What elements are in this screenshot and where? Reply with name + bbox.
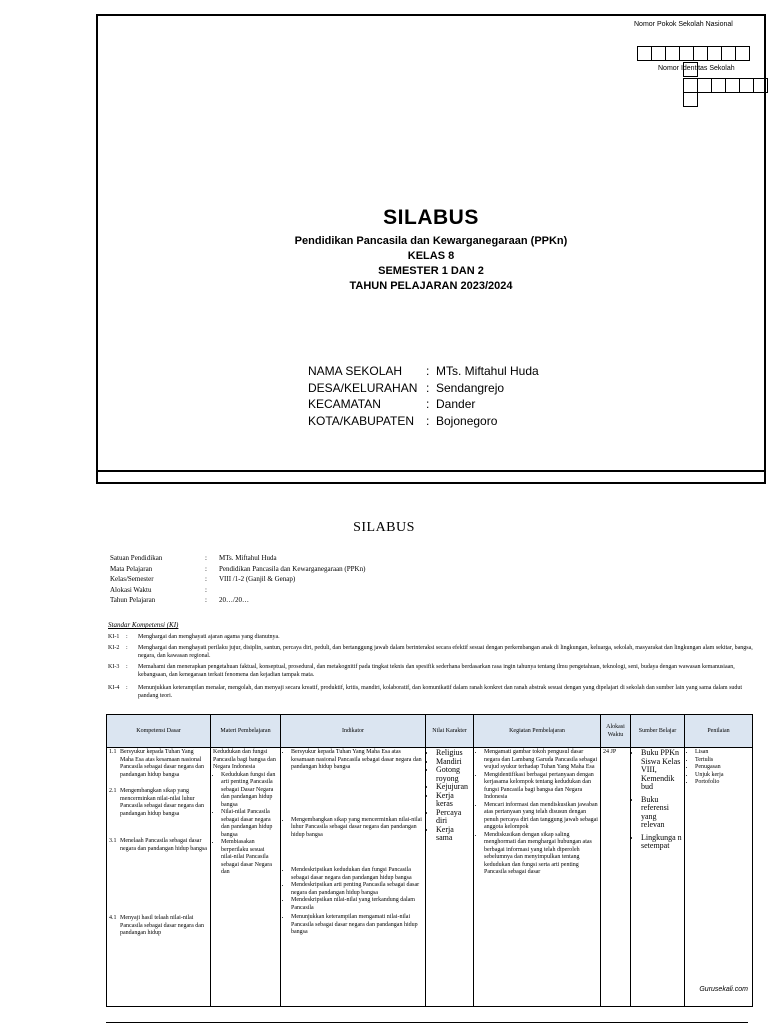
school-info-value: Dander [436,397,476,411]
nilai-item: • Gotong royong [436,766,471,783]
meta-label: Alokasi Waktu [110,585,152,594]
nilai-karakter-cell [426,748,474,1007]
penilaian-item: • Portofolio [695,779,750,787]
page-bottom-rule [106,1022,748,1023]
school-info-label: KOTA/KABUPATEN [308,413,415,428]
meta-row [110,565,365,576]
sumber-item: • Buku referensi yang relevan [641,796,682,830]
table-header-cell: Sumber Belajar [631,715,685,748]
ki-code: KI-1 [108,634,120,640]
table-header-cell: Kompetensi Dasar [107,715,211,748]
kegiatan-item: • Mencari informasi dan mendiskusikan jawaban atas pertanyaan yang telah disusun dengan penuh percaya diri dan tanggung jawab sebagai anggota kelompok [484,802,598,832]
cover-year: TAHUN PELAJARAN 2023/2024 [349,280,513,292]
school-info-row [308,397,539,414]
materi-item: • Kedudukan fungsi dan arti penting Pancasila sebagai Dasar Negara dan pandangan hidup bangsa [221,772,278,810]
meta-value: 20…/20… [219,596,249,604]
nilai-item: • Kejujuran [436,783,471,792]
site-credit: Gurusekali.com [699,986,748,993]
meta-label: Tahun Pelajaran [110,596,156,604]
sumber-item: • Lingkunga n setempat [641,834,682,851]
penilaian-item: • Lisan [695,749,750,757]
kd-cell [107,748,211,1007]
nis-boxes[interactable] [684,78,768,93]
kegiatan-item: • Mengamati gambar tokoh pengusul dasar negara dan Lambang Garuda Pancasila sebagai wujud syukur terhadap Tuhan Yang Maha Esa [484,749,598,772]
ki-text: Menunjukkan keterampilan menalar, mengolah, dan menyaji secara kreatif, produktif, kritis, mandiri, kolaboratif, dan komunikatif dalam ranah konkret dan ranah abstrak sesuai dengan yang dipelajari di sekolah dan sumber lain yang sama dalam sudut pandang teori. [138,685,743,699]
ki-sep: : [126,634,128,640]
ki-item [108,684,753,700]
ki-item [108,644,753,660]
indikator-item: • Mendeskripsikan arti penting Pancasila sebagai dasar negara dan pandangan hidup bangsa [291,882,423,897]
kd-text: Menelaah Pancasila sebagai dasar negara dan pandangan hidup bangsa [120,838,207,852]
meta-label: Mata Pelajaran [110,564,153,573]
ki-code: KI-2 [108,645,120,651]
meta-value: MTs. Miftahul Huda [219,554,277,562]
indikator-item: • Mengembangkan sikap yang mencerminkan nilai-nilai luhur Pancasila sebagai dasar negara dan pandangan hidup bangsa [291,817,423,840]
indikator-item: • Mendeskripsikan kedudukan dan fungsi Pancasila sebagai dasar negara dan pandangan hidup bangsa [291,867,423,882]
cover-subject: Pendidikan Pancasila dan Kewarganegaraan (PPKn) [294,235,568,247]
ki-item [108,663,753,679]
ki-text: Menghargai dan menghayati perilaku jujur, disiplin, santun, percaya diri, peduli, dan bertanggung jawab dalam berinteraksi secara efektif sesuai dengan perkembangan anak di lingkungan, keluarga, sekolah, masyarakat dan lingkungan alam sekitar, bangsa, negara, dan kawasan regional. [138,645,753,659]
meta-sep: : [205,554,207,562]
kd-text: Bersyukur kepada Tuhan Yang Maha Esa atas kesamaan nasional Pancasila sebagai dasar negara dan pandangan hidup bangsa [120,749,204,778]
meta-label: Satuan Pendidikan [110,554,163,562]
meta-sep: : [205,585,207,594]
nilai-item: • Religius [436,749,471,758]
ki-code: KI-3 [108,664,120,670]
materi-cell [211,748,281,1007]
cover-title: SILABUS [383,206,479,229]
indikator-item: • Menunjukkan keterampilan mengamati nilai-nilai Pancasila sebagai dasar negara dan pandangan hidup bangsa [291,914,423,937]
ki-item [108,633,753,641]
meta-row [110,575,365,586]
penilaian-item: • Tertulis [695,757,750,765]
indikator-item: • Mendeskripsikan nilai-nilai yang terkandung dalam Pancasila [291,897,423,912]
school-info-sep: : [426,364,430,378]
table-row [107,748,753,1007]
school-info-value: MTs. Miftahul Huda [436,364,539,378]
meta-sep: : [205,596,207,604]
meta-row [110,596,365,607]
npsn-boxes[interactable] [638,46,750,61]
nilai-item: • Kerja keras [436,792,471,809]
ki-sep: : [126,685,128,691]
materi-item: • Membiasakan berperilaku sesuai nilai-nilai Pancasila sebagai dasar Negara dan [221,839,278,877]
penilaian-cell [685,748,753,1007]
table-header-cell: Penilaian [685,715,753,748]
school-info-label: KECAMATAN [308,397,381,411]
nilai-item: • Percaya diri [436,809,471,826]
table-header-cell: Materi Pembelajaran [211,715,281,748]
ki-code: KI-4 [108,685,120,691]
table-header-row [107,715,753,748]
meta-sep: : [205,564,207,573]
meta-value: Pendidikan Pancasila dan Kewarganegaraan (PPKn) [219,564,366,573]
school-info [308,364,539,430]
school-info-row [308,381,539,398]
table-header-cell: Alokasi Waktu [601,715,631,748]
cover-semester: SEMESTER 1 DAN 2 [378,265,484,277]
kd-item [109,788,208,818]
meta-value: VIII /1-2 (Ganjil & Genap) [219,575,296,583]
sumber-item: • Buku PPKn Siswa Kelas VIII, Kemendik bud [641,749,682,792]
table-header-cell: Indikator [281,715,426,748]
table-header-cell: Kegiatan Pembelajaran [474,715,601,748]
school-info-value: Sendangrejo [436,380,505,395]
penilaian-item: • Unjuk kerja [695,772,750,780]
syllabus-table [106,714,753,1007]
npsn-label: Nomor Pokok Sekolah Nasional [634,21,733,28]
kd-item [109,838,208,853]
meta-label: Kelas/Semester [110,575,154,583]
cover-title-block [98,206,764,294]
school-info-row [308,364,539,381]
kd-text: Menyaji hasil telaah nilai-nilai Pancasila sebagai dasar negara dan pandangan hidup [120,915,204,936]
kegiatan-cell [474,748,601,1007]
indikator-cell [281,748,426,1007]
meta-row [110,554,365,565]
indikator-item: • Bersyukur kepada Tuhan Yang Maha Esa atas kesamaan nasional Pancasila sebagai dasar negara dan pandangan hidup bangsa [291,749,423,772]
nis-label: Nomor Identitas Sekolah [658,65,735,72]
meta-block [110,554,365,607]
ki-sep: : [126,664,128,670]
kd-number: 4.1 [109,915,117,921]
school-info-label: DESA/KELURAHAN [308,380,418,395]
meta-sep: : [205,575,207,583]
kegiatan-item: • Mendiskusikan dengan sikap saling menghormati dan menghargai hubungan atas berbagai informasi yang telah diperoleh sebelumnya dan menyimpulkan tentang kedudukan dan fungsi serta arti penting Pancasila sebagai dasar [484,832,598,877]
penilaian-item: • Penugasan [695,764,750,772]
meta-row [110,586,365,597]
school-info-row [308,414,539,431]
table-header-cell: Nilai Karakter [426,715,474,748]
kd-number: 2.1 [109,788,117,794]
materi-item: • Nilai-nilai Pancasila sebagai dasar negara dan pandangan hidup bangsa [221,809,278,839]
kd-item [109,749,208,779]
cover-class: KELAS 8 [407,250,455,262]
ki-sep: : [126,645,128,651]
school-info-value: Bojonegoro [436,413,498,428]
school-info-sep: : [426,380,430,395]
materi-main: Kedudukan dan fungsi Pancasila bagi bangsa dan Negara Indonesia [213,749,276,770]
school-info-sep: : [426,413,430,428]
alokasi-waktu-cell: 24 JP [601,748,631,1007]
cover-page [96,14,766,484]
school-info-sep: : [426,397,430,411]
kd-item [109,915,208,938]
school-info-label: NAMA SEKOLAH [308,364,403,378]
page-title: SILABUS [353,520,415,535]
standar-kompetensi-heading: Standar Kompetensi (KI) [108,621,179,629]
kegiatan-item: • Mengidentifikasi berbagai pertanyaan dengan kerjasama kelompok tentang kedudukan dan fungsi Pancasila bagi bangsa dan Negara Indonesia [484,772,598,802]
kd-number: 1.1 [109,749,117,755]
kd-text: Mengembangkan sikap yang mencerminkan nilai-nilai luhur Pancasila sebagai dasar negara dan pandangan hidup bangsa [120,788,204,817]
ki-text: Menghargai dan menghayati ajaran agama yang dianutnya. [138,634,280,640]
ki-text: Memahami dan menerapkan pengetahuan faktual, konseptual, prosedural, dan metakognitif pada tingkat teknis dan spesifik sederhana berdasarkan rasa ingin tahunya tentang ilmu pengetahuan, teknologi, seni, budaya dengan wawasan kemanusiaan, kebangsaan, dan kenegaraan terkait fenomena dan kejadian tampak mata. [138,664,735,678]
kd-number: 3.1 [109,838,117,844]
sumber-belajar-cell [631,748,685,1007]
nilai-item: • Kerja sama [436,826,471,843]
cover-divider [98,470,764,472]
nilai-item: • Mandiri [436,758,471,767]
nis-boxes-extra[interactable] [684,92,698,107]
